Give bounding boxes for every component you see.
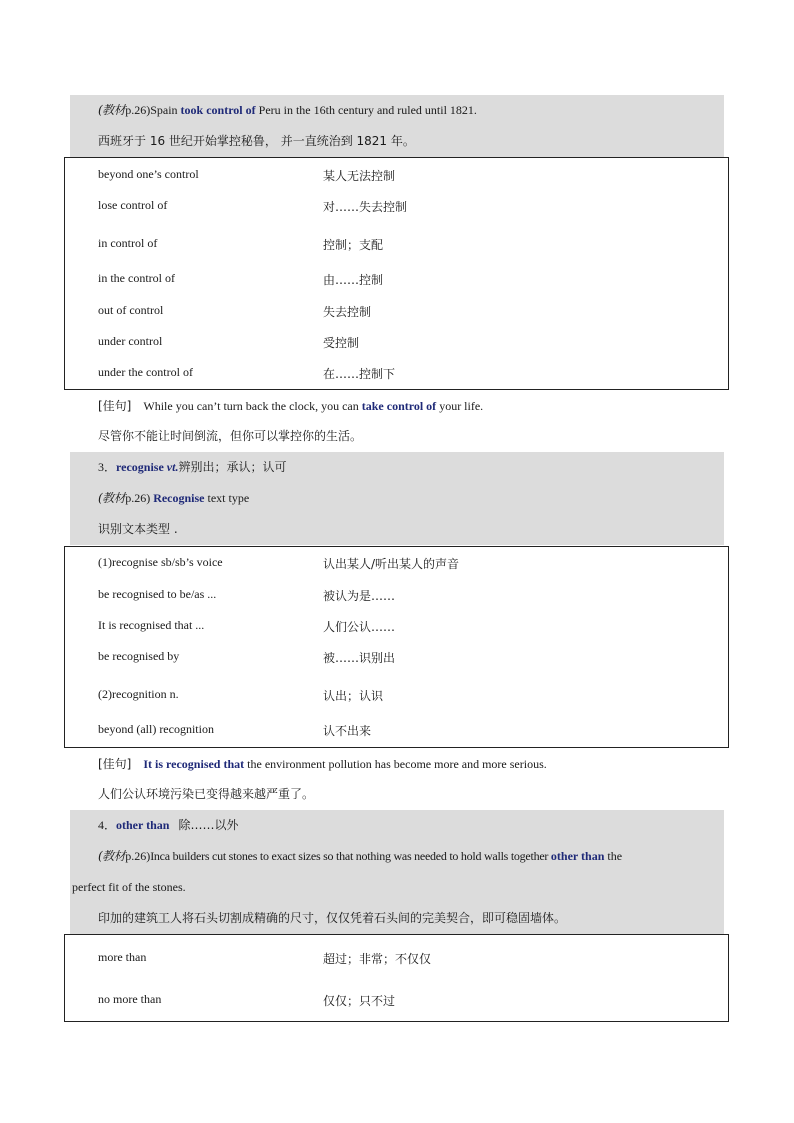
phrase-en: no more than [98,992,162,1006]
example-translation [98,784,314,804]
table-row [65,618,728,638]
entry-meaning: 辨别出；承认；认可 [178,460,287,474]
sentence-part: Inca builders cut stones to exact sizes so that nothing was needed to hold walls together [150,849,551,863]
keyword: took control of [180,103,256,117]
sentence-part: Spain [150,103,181,117]
phrase-cn: 由……控制 [323,273,384,287]
phrase-cn: 失去控制 [323,305,372,319]
phrase-cn: 控制；支配 [323,238,384,252]
phrase-en: under the control of [98,365,193,379]
phrase-cn: 被……识别出 [323,651,396,665]
source-sentence-band [70,841,724,872]
sentence-part: Peru in the 16th century and ruled until 1821. [255,103,477,117]
entry-word: other than [116,818,170,832]
example-part: the environment pollution has become more and more serious. [244,757,547,771]
entry-meaning: 除……以外 [178,818,239,832]
example-bracket: [佳句] [98,757,132,771]
table-row [65,992,728,1012]
example-cn: 人们公认环境污染已变得越来越严重了。 [98,787,315,801]
phrase-en: be recognised by [98,649,180,663]
entry-word: recognise [116,460,164,474]
textbook-tag: (教材 [98,849,126,863]
phrase-en: out of control [98,303,164,317]
sentence-part: text type [204,491,250,505]
phrase-en: (2)recognition n. [98,687,179,701]
table-row [65,167,728,187]
translation: 识别文本类型 . [98,522,178,536]
phrase-en: It is recognised that ... [98,618,205,632]
translation: 西班牙于 16 世纪开始掌控秘鲁， 并一直统治到 1821 年。 [98,134,415,148]
source-page: p.26) [125,491,154,505]
phrase-en: more than [98,950,147,964]
table-row [65,271,728,291]
phrase-en: in control of [98,236,158,250]
phrase-cn: 人们公认…… [323,620,396,634]
example-sentence [98,396,483,416]
source-page: p.26) [125,103,151,117]
source-sentence-band [70,95,724,126]
table-row [65,303,728,323]
phrase-table [64,934,729,1022]
table-row [65,334,728,354]
keyword: take control of [361,399,437,413]
phrase-en: beyond (all) recognition [98,722,214,736]
example-bracket: [佳句] [98,399,132,413]
phrase-en: lose control of [98,198,168,212]
source-page: p.26) [125,849,151,863]
translation-band [70,126,724,157]
entry-number: 3． [98,460,117,474]
phrase-cn: 某人无法控制 [323,169,396,183]
table-row [65,649,728,669]
phrase-en: in the control of [98,271,175,285]
phrase-cn: 认出；认识 [323,689,384,703]
sentence-part: perfect fit of the stones. [72,880,186,894]
example-part: your life. [436,399,484,413]
phrase-table [64,157,729,390]
table-row [65,365,728,385]
translation: 印加的建筑工人将石头切割成精确的尺寸，仅仅凭着石头间的完美契合，即可稳固墙体。 [98,911,567,925]
phrase-cn: 仅仅；只不过 [323,994,396,1008]
phrase-cn: 对……失去控制 [323,200,408,214]
phrase-cn: 在……控制下 [323,367,396,381]
keyword: other than [550,849,605,863]
source-sentence-band [70,483,724,514]
keyword: It is recognised that [143,757,245,771]
textbook-tag: (教材 [98,491,126,505]
table-row [65,236,728,256]
phrase-table [64,546,729,748]
example-part: While you can’t turn back the clock, you can [143,399,362,413]
table-row [65,687,728,707]
phrase-cn: 受控制 [323,336,360,350]
phrase-cn: 认不出来 [323,724,372,738]
translation-band [70,514,724,545]
entry-number: 4． [98,818,117,832]
phrase-cn: 被认为是…… [323,589,396,603]
translation-band [70,903,724,934]
keyword: Recognise [153,491,205,505]
entry-heading-band [70,452,724,483]
table-row [65,198,728,218]
entry-heading-band [70,810,724,841]
phrase-en: beyond one’s control [98,167,199,181]
part-of-speech: vt. [166,460,179,474]
example-translation [98,426,362,446]
phrase-en: be recognised to be/as ... [98,587,217,601]
phrase-en: under control [98,334,163,348]
sentence-part: the [604,849,623,863]
phrase-cn: 超过；非常；不仅仅 [323,952,432,966]
table-row [65,587,728,607]
textbook-tag: (教材 [98,103,126,117]
example-sentence [98,754,547,774]
table-row [65,722,728,742]
phrase-en: (1)recognise sb/sb’s voice [98,555,223,569]
phrase-cn: 认出某人/听出某人的声音 [323,557,460,571]
example-cn: 尽管你不能让时间倒流，但你可以掌控你的生活。 [98,429,363,443]
source-sentence-continuation [70,872,724,903]
table-row [65,555,728,575]
table-row [65,950,728,970]
